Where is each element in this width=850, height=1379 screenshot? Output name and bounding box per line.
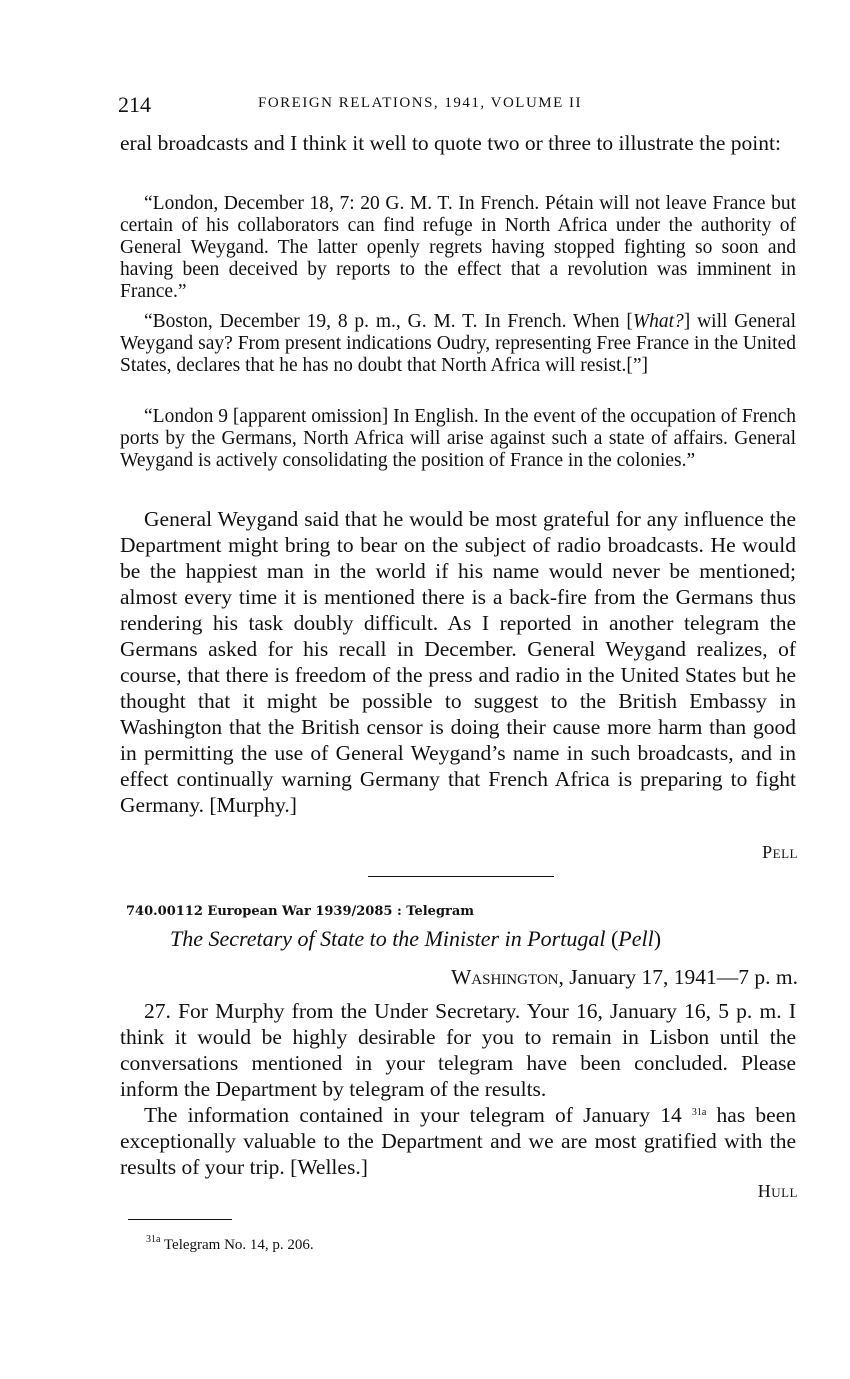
footnote-text: Telegram No. 14, p. 206.	[160, 1237, 314, 1253]
footnote-rule	[128, 1219, 232, 1220]
telegram-body-1: 27. For Murphy from the Under Secretary. Your 16, January 16, 5 p. m. I think it would be highly desirable for you to remain in Lisbon until the conversations mentioned in your telegram have been concluded. Please inform the Department by telegram of the results.	[120, 999, 796, 1101]
signature-hull: Hull	[757, 1181, 798, 1201]
document-id: 740.00112 European War 1939/2085 : Telegram	[126, 904, 475, 919]
quote-london-dec-18: “London, December 18, 7: 20 G. M. T. In French. Pétain will not leave France but certain of his collaborators can find refuge in North Africa under the authority of General Weygand. The latter openly regrets having stopped fighting so soon and having been deceived by reports to the effect that a revolution was imminent in France.”	[120, 193, 796, 302]
section-divider	[368, 876, 554, 877]
document-title-name: Pell	[618, 926, 654, 951]
footnote-marker: 31a	[146, 1234, 161, 1245]
quote-boston-text-before: “Boston, December 19, 8 p. m., G. M. T. In French. When [	[144, 311, 633, 332]
signature-pell: Pell	[762, 842, 798, 862]
running-head: FOREIGN RELATIONS, 1941, VOLUME II	[258, 95, 583, 111]
quote-london-9: “London 9 [apparent omission] In English. In the event of the occupation of French ports by the Germans, North Africa will arise against such a state of affairs. General Weygand is actively consolidating the position of France in the colonies.”	[120, 406, 796, 471]
document-title-main: The Secretary of State to the Minister in Portugal	[170, 926, 606, 951]
dateline-place: Washington	[451, 965, 559, 989]
telegram-body-2	[120, 1102, 796, 1180]
quote-boston-italic: What?	[632, 311, 684, 332]
footnote	[146, 1234, 314, 1254]
quote-boston-dec-19	[120, 311, 796, 377]
telegram-body-2-after: has been exceptionally valuable to the Department and we are most gratified with the results of your trip. [Welles.]	[120, 1103, 796, 1179]
telegram-body-2-before: The information contained in your telegram of January 14	[144, 1103, 682, 1127]
lead-paragraph: eral broadcasts and I think it well to quote two or three to illustrate the point:	[120, 131, 781, 155]
paragraph-weygand: General Weygand said that he would be most grateful for any influence the Department might bring to bear on the subject of radio broadcasts. He would be the happiest man in the world if his name would never be mentioned; almost every time it is mentioned there is a back-fire from the Germans thus rendering his task doubly difficult. As I reported in another telegram the Germans asked for his recall in December. General Weygand realizes, of course, that there is freedom of the press and radio in the United States but he thought that it might be possible to suggest to the British Embassy in Washington that the British censor is doing their cause more harm than good in permitting the use of General Weygand’s name in such broadcasts, and in effect continually warning Germany that French Africa is preparing to fight Germany. [Murphy.]	[120, 507, 796, 817]
page-number: 214	[118, 92, 151, 117]
dateline-date: , January 17, 1941—7 p. m.	[558, 965, 798, 989]
footnote-reference[interactable]: 31a	[691, 1107, 707, 1118]
document-title	[170, 926, 661, 952]
document-title-paren-open: (	[605, 926, 619, 951]
quote-boston-text-after: ] will General Weygand say? From present indications Oudry, representing Free France in the United States, declares that he has no doubt that North Africa will resist.[”]	[120, 311, 796, 376]
dateline	[451, 965, 798, 990]
document-title-paren-close: )	[653, 926, 662, 951]
